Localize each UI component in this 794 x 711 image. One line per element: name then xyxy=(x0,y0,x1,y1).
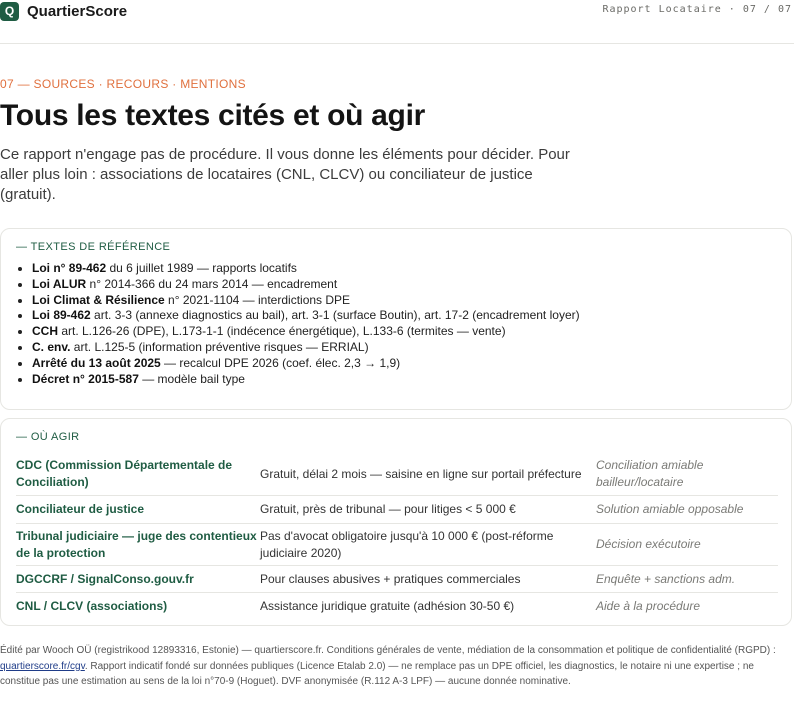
reference-item: • Loi 89-462 art. 3-3 (annexe diagnostics au bail), art. 3-1 (surface Boutin), art. 17-2 (encadrement loyer) xyxy=(32,308,580,324)
reference-item: • CCH art. L.126-26 (DPE), L.173-1-1 (indécence énergétique), L.133-6 (termites — vente) xyxy=(32,324,580,340)
agency-name: CNL / CLCV (associations) xyxy=(16,599,168,613)
agency-description: Gratuit, délai 2 mois — saisine en ligne sur portail préfecture xyxy=(260,466,582,481)
agency-outcome: Solution amiable opposable xyxy=(596,502,744,516)
agency-description: Pas d'avocat obligatoire jusqu'à 10 000 € (post-réforme judiciaire 2020) xyxy=(260,528,554,560)
agency-outcome: Aide à la procédure xyxy=(596,599,701,613)
where-to-act-title: — OÙ AGIR xyxy=(16,431,80,443)
reference-item: • C. env. art. L.125-5 (information préventive risques — ERRIAL) xyxy=(32,340,580,356)
report-header xyxy=(0,0,794,44)
reference-item: • Loi ALUR n° 2014-366 du 24 mars 2014 — encadrement xyxy=(32,277,580,293)
references-card xyxy=(0,228,792,410)
agency-name: Tribunal judiciaire — juge des contentieux de la protection xyxy=(16,528,257,560)
table-row xyxy=(16,593,778,620)
agency-description: Assistance juridique gratuite (adhésion 30-50 €) xyxy=(260,599,515,613)
reference-item: • Décret n° 2015-587 — modèle bail type xyxy=(32,372,580,388)
page-title: Tous les textes cités et où agir xyxy=(0,99,425,132)
legal-footer: Édité par Wooch OÜ (registrikood 12893316, Estonie) — quartierscore.fr. Conditions générales de vente, médiation de la consommation et politique de confidentialité (RGPD) : quartierscore.fr/cgv. Rapport indicatif fondé sur données publiques (Licence Etalab 2.0) — ne remplace pas un DPE officiel, les diagnostics, le notaire ni une expertise ; ne constitue pas une estimation au sens de la loi n°70-9 (Hoguet). DVF anonymisée (R.112 A-3 LPF) — aucune donnée nominative. xyxy=(0,645,776,687)
references-list xyxy=(16,261,580,387)
agency-outcome: Décision exécutoire xyxy=(596,537,701,551)
page-indicator: Rapport Locataire · 07 / 07 xyxy=(602,4,792,15)
agency-name: CDC (Commission Départementale de Conciliation) xyxy=(16,458,233,489)
agency-description: Gratuit, près de tribunal — pour litiges < 5 000 € xyxy=(260,502,516,516)
agency-name: Conciliateur de justice xyxy=(16,502,145,516)
agency-outcome: Conciliation amiable bailleur/locataire xyxy=(596,458,704,489)
reference-item: • Loi n° 89-462 du 6 juillet 1989 — rapports locatifs xyxy=(32,261,580,277)
reference-item: • Loi Climat & Résilience n° 2021-1104 — interdictions DPE xyxy=(32,293,580,309)
table-row xyxy=(16,566,778,593)
table-row xyxy=(16,496,778,524)
agency-description: Pour clauses abusives + pratiques commerciales xyxy=(260,571,521,586)
reference-item: • Arrêté du 13 août 2025 — recalcul DPE 2026 (coef. élec. 2,3 → 1,9) xyxy=(32,356,580,372)
section-label: 07 — SOURCES · RECOURS · MENTIONS xyxy=(0,77,246,91)
where-to-act-table xyxy=(16,453,778,620)
where-to-act-card xyxy=(0,418,792,626)
brand-name: QuartierScore xyxy=(27,3,128,20)
cgv-link[interactable]: quartierscore.fr/cgv xyxy=(0,660,85,672)
quartierscore-logo: Q xyxy=(0,2,19,21)
table-row xyxy=(16,524,778,566)
table-row xyxy=(16,453,778,496)
agency-outcome: Enquête + sanctions adm. xyxy=(596,571,736,586)
references-title: — TEXTES DE RÉFÉRENCE xyxy=(16,241,171,253)
agency-name: DGCCRF / SignalConso.gouv.fr xyxy=(16,571,194,586)
intro-text: Ce rapport n'engage pas de procédure. Il vous donne les éléments pour décider. Pour aller plus loin : associations de locataires (CNL, CLCV) ou conciliateur de justice (gratuit). xyxy=(0,146,570,203)
